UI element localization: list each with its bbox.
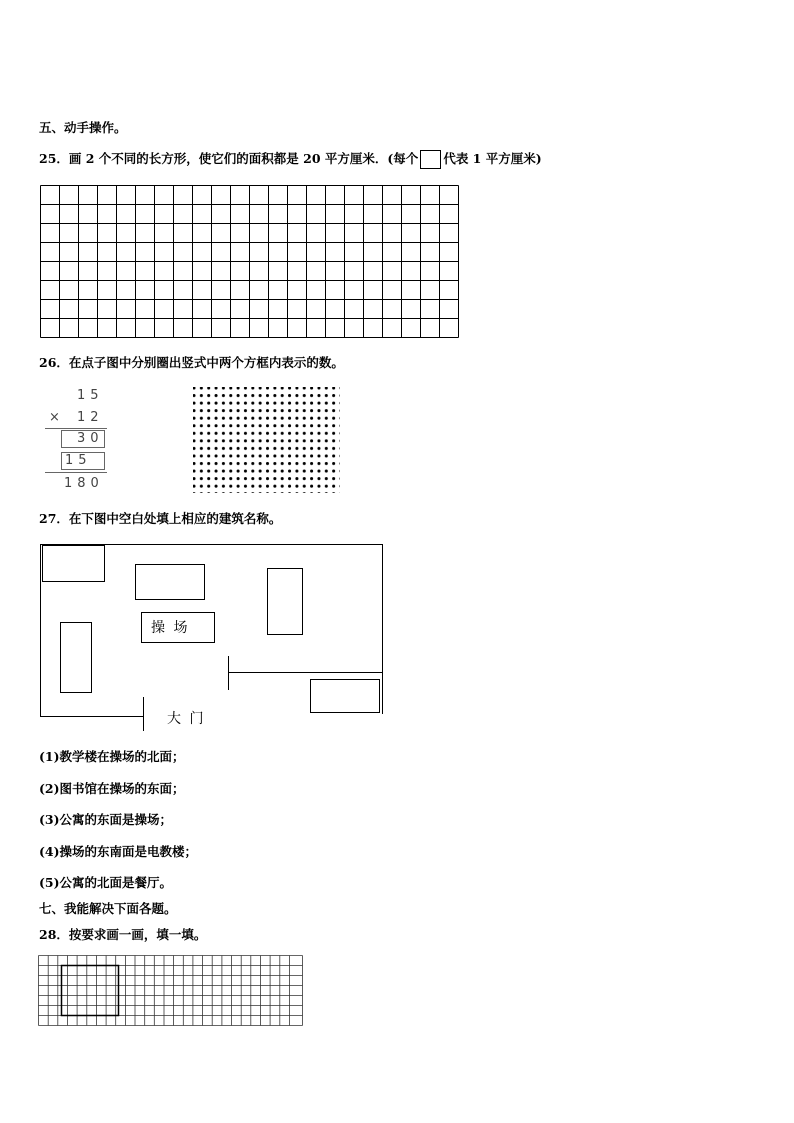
dot-grid [192, 386, 342, 496]
playground-label: 操 场 [151, 620, 190, 636]
unit-square-icon [420, 150, 441, 169]
calc-rule-1 [45, 428, 107, 429]
clue-4: (4)操场的东南面是电教楼； [39, 844, 198, 859]
square-grid-25 [40, 185, 460, 340]
gate-label: 大 门 [167, 711, 206, 727]
building-box-west[interactable] [60, 622, 92, 693]
question-26: 26．在点子图中分别圈出竖式中两个方框内表示的数。 [39, 355, 344, 370]
clue-2: (2)图书馆在操场的东面； [39, 781, 185, 796]
question-25 [39, 150, 542, 169]
clue-3: (3)公寓的东面是操场； [39, 812, 173, 827]
map-left-wall [40, 544, 41, 717]
product: 180 [64, 476, 104, 491]
multiplier: 12 [77, 410, 104, 425]
question-25-unit-text: 代表 1 平方厘米) [443, 151, 542, 166]
inner-wall [228, 672, 382, 673]
inner-wall-post [228, 656, 229, 690]
question-28: 28．按要求画一画，填一填。 [39, 927, 207, 942]
times-sign: × [49, 410, 65, 425]
gate-post [143, 697, 144, 731]
map-bottom-wall [40, 716, 143, 717]
clue-5: (5)公寓的北面是餐厅。 [39, 875, 173, 890]
calc-rule-2 [45, 472, 107, 473]
building-box-north[interactable] [135, 564, 205, 600]
question-27: 27．在下图中空白处填上相应的建筑名称。 [39, 511, 282, 526]
section-title-7: 七、我能解决下面各题。 [39, 901, 177, 916]
section-title-5: 五、动手操作。 [39, 120, 127, 135]
clue-1: (1)教学楼在操场的北面； [39, 749, 185, 764]
square-grid-28 [38, 955, 306, 1028]
building-box-northwest[interactable] [42, 545, 105, 582]
question-25-text: 25．画 2 个不同的长方形，使它们的面积都是 20 平方厘米．(每个 [39, 151, 419, 166]
map-right-wall [382, 544, 383, 714]
partial-product-1: 30 [77, 431, 104, 446]
building-box-east[interactable] [267, 568, 303, 635]
grid-rectangle [62, 966, 119, 1016]
multiplicand: 15 [77, 388, 104, 403]
building-box-southeast[interactable] [310, 679, 380, 713]
partial-product-2: 15 [65, 453, 92, 468]
